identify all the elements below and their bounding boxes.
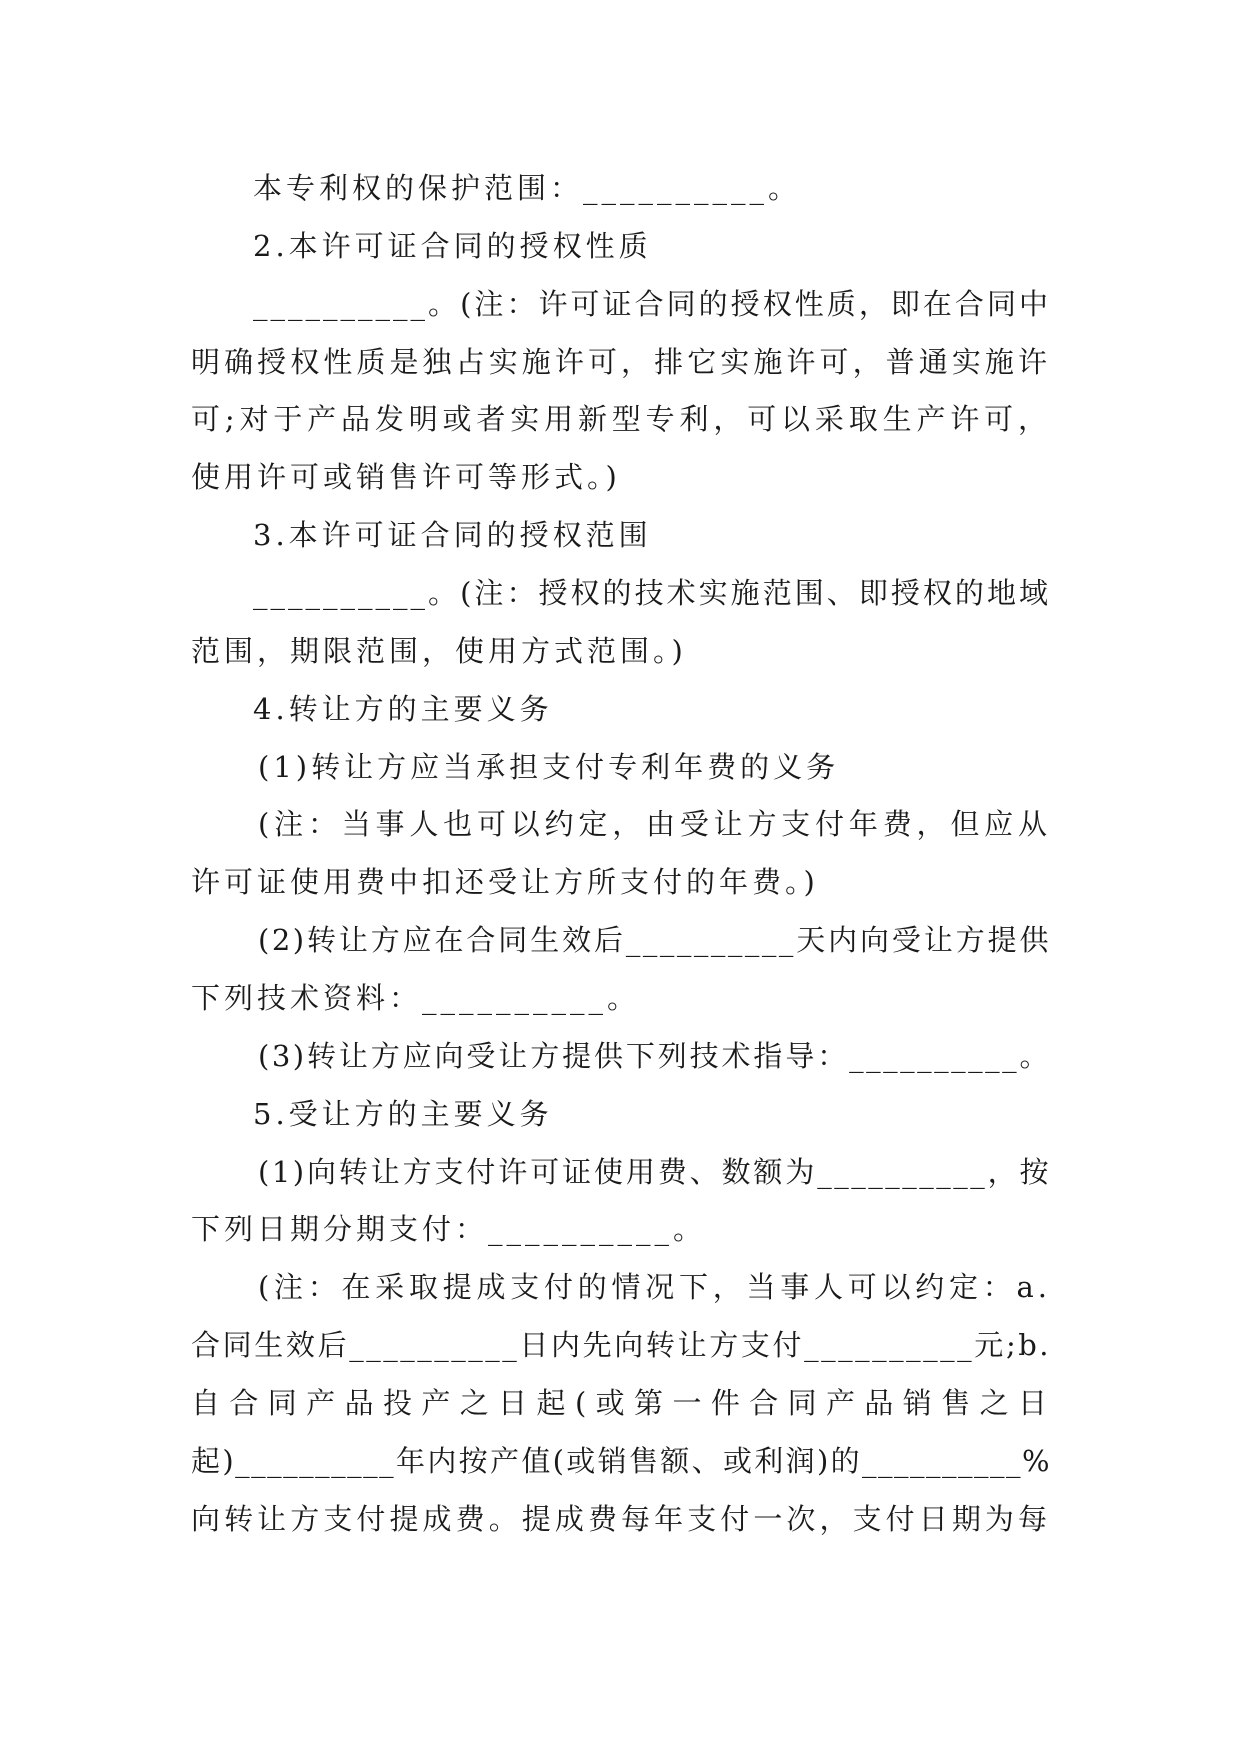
text-line: (1)向转让方支付许可证使用费、数额为__________，按 bbox=[258, 1155, 1051, 1189]
text-line: 自合同产品投产之日起(或第一件合同产品销售之日 bbox=[191, 1386, 1051, 1420]
text-line: __________。(注：许可证合同的授权性质，即在合同中 bbox=[253, 287, 1051, 321]
text-line: 起)__________年内按产值(或销售额、或利润)的__________% bbox=[191, 1444, 1051, 1478]
text-line: (注：在采取提成支付的情况下，当事人可以约定：a. bbox=[258, 1270, 1051, 1304]
section-heading: 2.本许可证合同的授权性质 bbox=[253, 229, 652, 263]
text-line: 使用许可或销售许可等形式。) bbox=[191, 460, 621, 494]
text-line: (3)转让方应向受让方提供下列技术指导：__________。 bbox=[258, 1039, 1051, 1073]
text-line: 范围，期限范围，使用方式范围。) bbox=[191, 634, 687, 668]
text-line: 下列技术资料：__________。 bbox=[191, 981, 641, 1015]
text-line: 向转让方支付提成费。提成费每年支付一次，支付日期为每 bbox=[191, 1502, 1051, 1536]
text-line: __________。(注：授权的技术实施范围、即授权的地域 bbox=[253, 576, 1051, 610]
text-line: 下列日期分期支付：__________。 bbox=[191, 1212, 707, 1246]
section-heading: 5.受让方的主要义务 bbox=[253, 1097, 553, 1131]
text-line: 本专利权的保护范围：__________。 bbox=[253, 171, 802, 205]
text-line: 可;对于产品发明或者实用新型专利，可以采取生产许可， bbox=[191, 402, 1051, 436]
section-heading: 4.转让方的主要义务 bbox=[253, 692, 553, 726]
section-heading: 3.本许可证合同的授权范围 bbox=[253, 518, 652, 552]
text-line: 明确授权性质是独占实施许可，排它实施许可，普通实施许 bbox=[191, 345, 1051, 379]
text-line: 合同生效后__________日内先向转让方支付__________元;b. bbox=[191, 1328, 1051, 1362]
text-line: 许可证使用费中扣还受让方所支付的年费。) bbox=[191, 865, 819, 899]
text-line: (1)转让方应当承担支付专利年费的义务 bbox=[258, 750, 840, 784]
text-line: (2)转让方应在合同生效后__________天内向受让方提供 bbox=[258, 923, 1051, 957]
text-line: (注：当事人也可以约定，由受让方支付年费，但应从 bbox=[258, 807, 1051, 841]
